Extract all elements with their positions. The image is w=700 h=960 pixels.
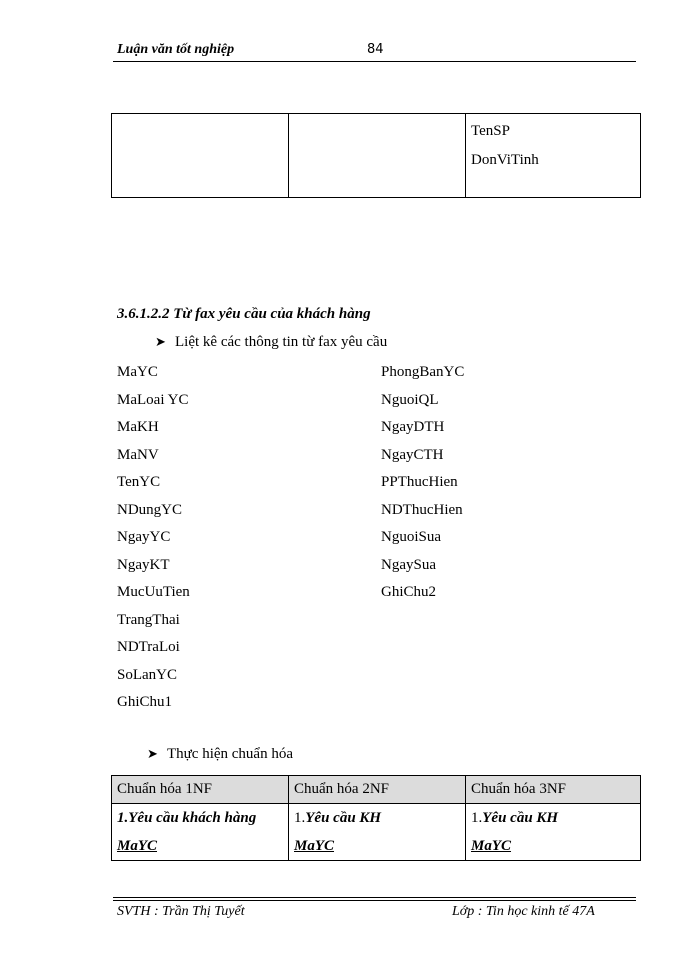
field-item: DonViTinh	[471, 152, 539, 168]
table-header-cell: Chuẩn hóa 1NF	[112, 776, 289, 804]
page-number: 84	[367, 42, 384, 57]
field-list-left	[117, 359, 190, 717]
top-table-cell-1	[112, 114, 289, 198]
top-table	[111, 113, 641, 198]
field-item: MaKH	[117, 419, 159, 435]
field-item: NDungYC	[117, 501, 183, 518]
field-item: PhongBanYC	[381, 364, 465, 380]
top-table-cell-2	[289, 114, 466, 198]
primary-key: MaYC	[117, 838, 158, 854]
bullet-text: Liệt kê các thông tin từ fax yêu cầu	[175, 334, 388, 350]
bullet-text: Thực hiện chuẩn hóa	[167, 746, 293, 762]
field-item: TenYC	[117, 474, 161, 490]
primary-key: MaYC	[471, 838, 512, 854]
field-item: MaYC	[117, 364, 158, 380]
field-item: GhiChu1	[117, 694, 173, 710]
field-item: NgayCTH	[381, 446, 444, 463]
entity-number: 1.	[117, 810, 129, 826]
field-item: GhiChu2	[381, 584, 437, 600]
field-item: MaNV	[117, 446, 159, 463]
bullet-list-intro	[155, 334, 387, 351]
entity-number: 1.	[294, 810, 306, 826]
footer-rule	[113, 900, 636, 901]
normalization-table	[111, 775, 641, 861]
field-item: MaLoai YC	[117, 391, 189, 408]
field-item: NDThucHien	[381, 501, 463, 518]
field-item: NguoiSua	[381, 529, 441, 545]
header-title: Luận văn tốt nghiệp	[117, 42, 235, 57]
arrow-bullet-icon: ➤	[155, 335, 166, 350]
table-cell	[289, 804, 466, 861]
footer-rule	[113, 897, 636, 898]
table-row	[112, 804, 641, 861]
field-item: SoLanYC	[117, 666, 177, 683]
footer-class: Lớp : Tin học kinh tế 47A	[452, 904, 595, 919]
entity-number: 1.	[471, 810, 483, 826]
entity-name: Yêu cầu KH	[305, 810, 382, 826]
field-item: NgayKT	[117, 556, 170, 573]
field-item: NgayDTH	[381, 419, 445, 435]
entity-name: Yêu cầu khách hàng	[128, 810, 257, 826]
field-list-right	[381, 359, 464, 607]
arrow-bullet-icon: ➤	[147, 747, 158, 762]
field-item: PPThucHien	[381, 474, 458, 490]
table-header-cell: Chuẩn hóa 3NF	[466, 776, 641, 804]
footer-author: SVTH : Trần Thị Tuyết	[117, 904, 245, 919]
field-item: NDTraLoi	[117, 639, 180, 655]
field-item: TenSP	[471, 123, 510, 139]
section-title: 3.6.1.2.2 Từ fax yêu cầu của khách hàng	[117, 306, 371, 322]
field-item: TrangThai	[117, 611, 180, 628]
field-item: NgaySua	[381, 556, 436, 573]
bullet-normalize	[147, 746, 293, 763]
table-header-row	[112, 776, 641, 804]
entity-name: Yêu cầu KH	[482, 810, 559, 826]
table-cell	[466, 804, 641, 861]
top-table-cell-3	[466, 114, 641, 198]
primary-key: MaYC	[294, 838, 335, 854]
header-rule	[113, 61, 636, 62]
field-item: NguoiQL	[381, 391, 439, 408]
table-cell	[112, 804, 289, 861]
field-item: MucUuTien	[117, 584, 190, 600]
field-item: NgayYC	[117, 529, 171, 545]
table-header-cell: Chuẩn hóa 2NF	[289, 776, 466, 804]
